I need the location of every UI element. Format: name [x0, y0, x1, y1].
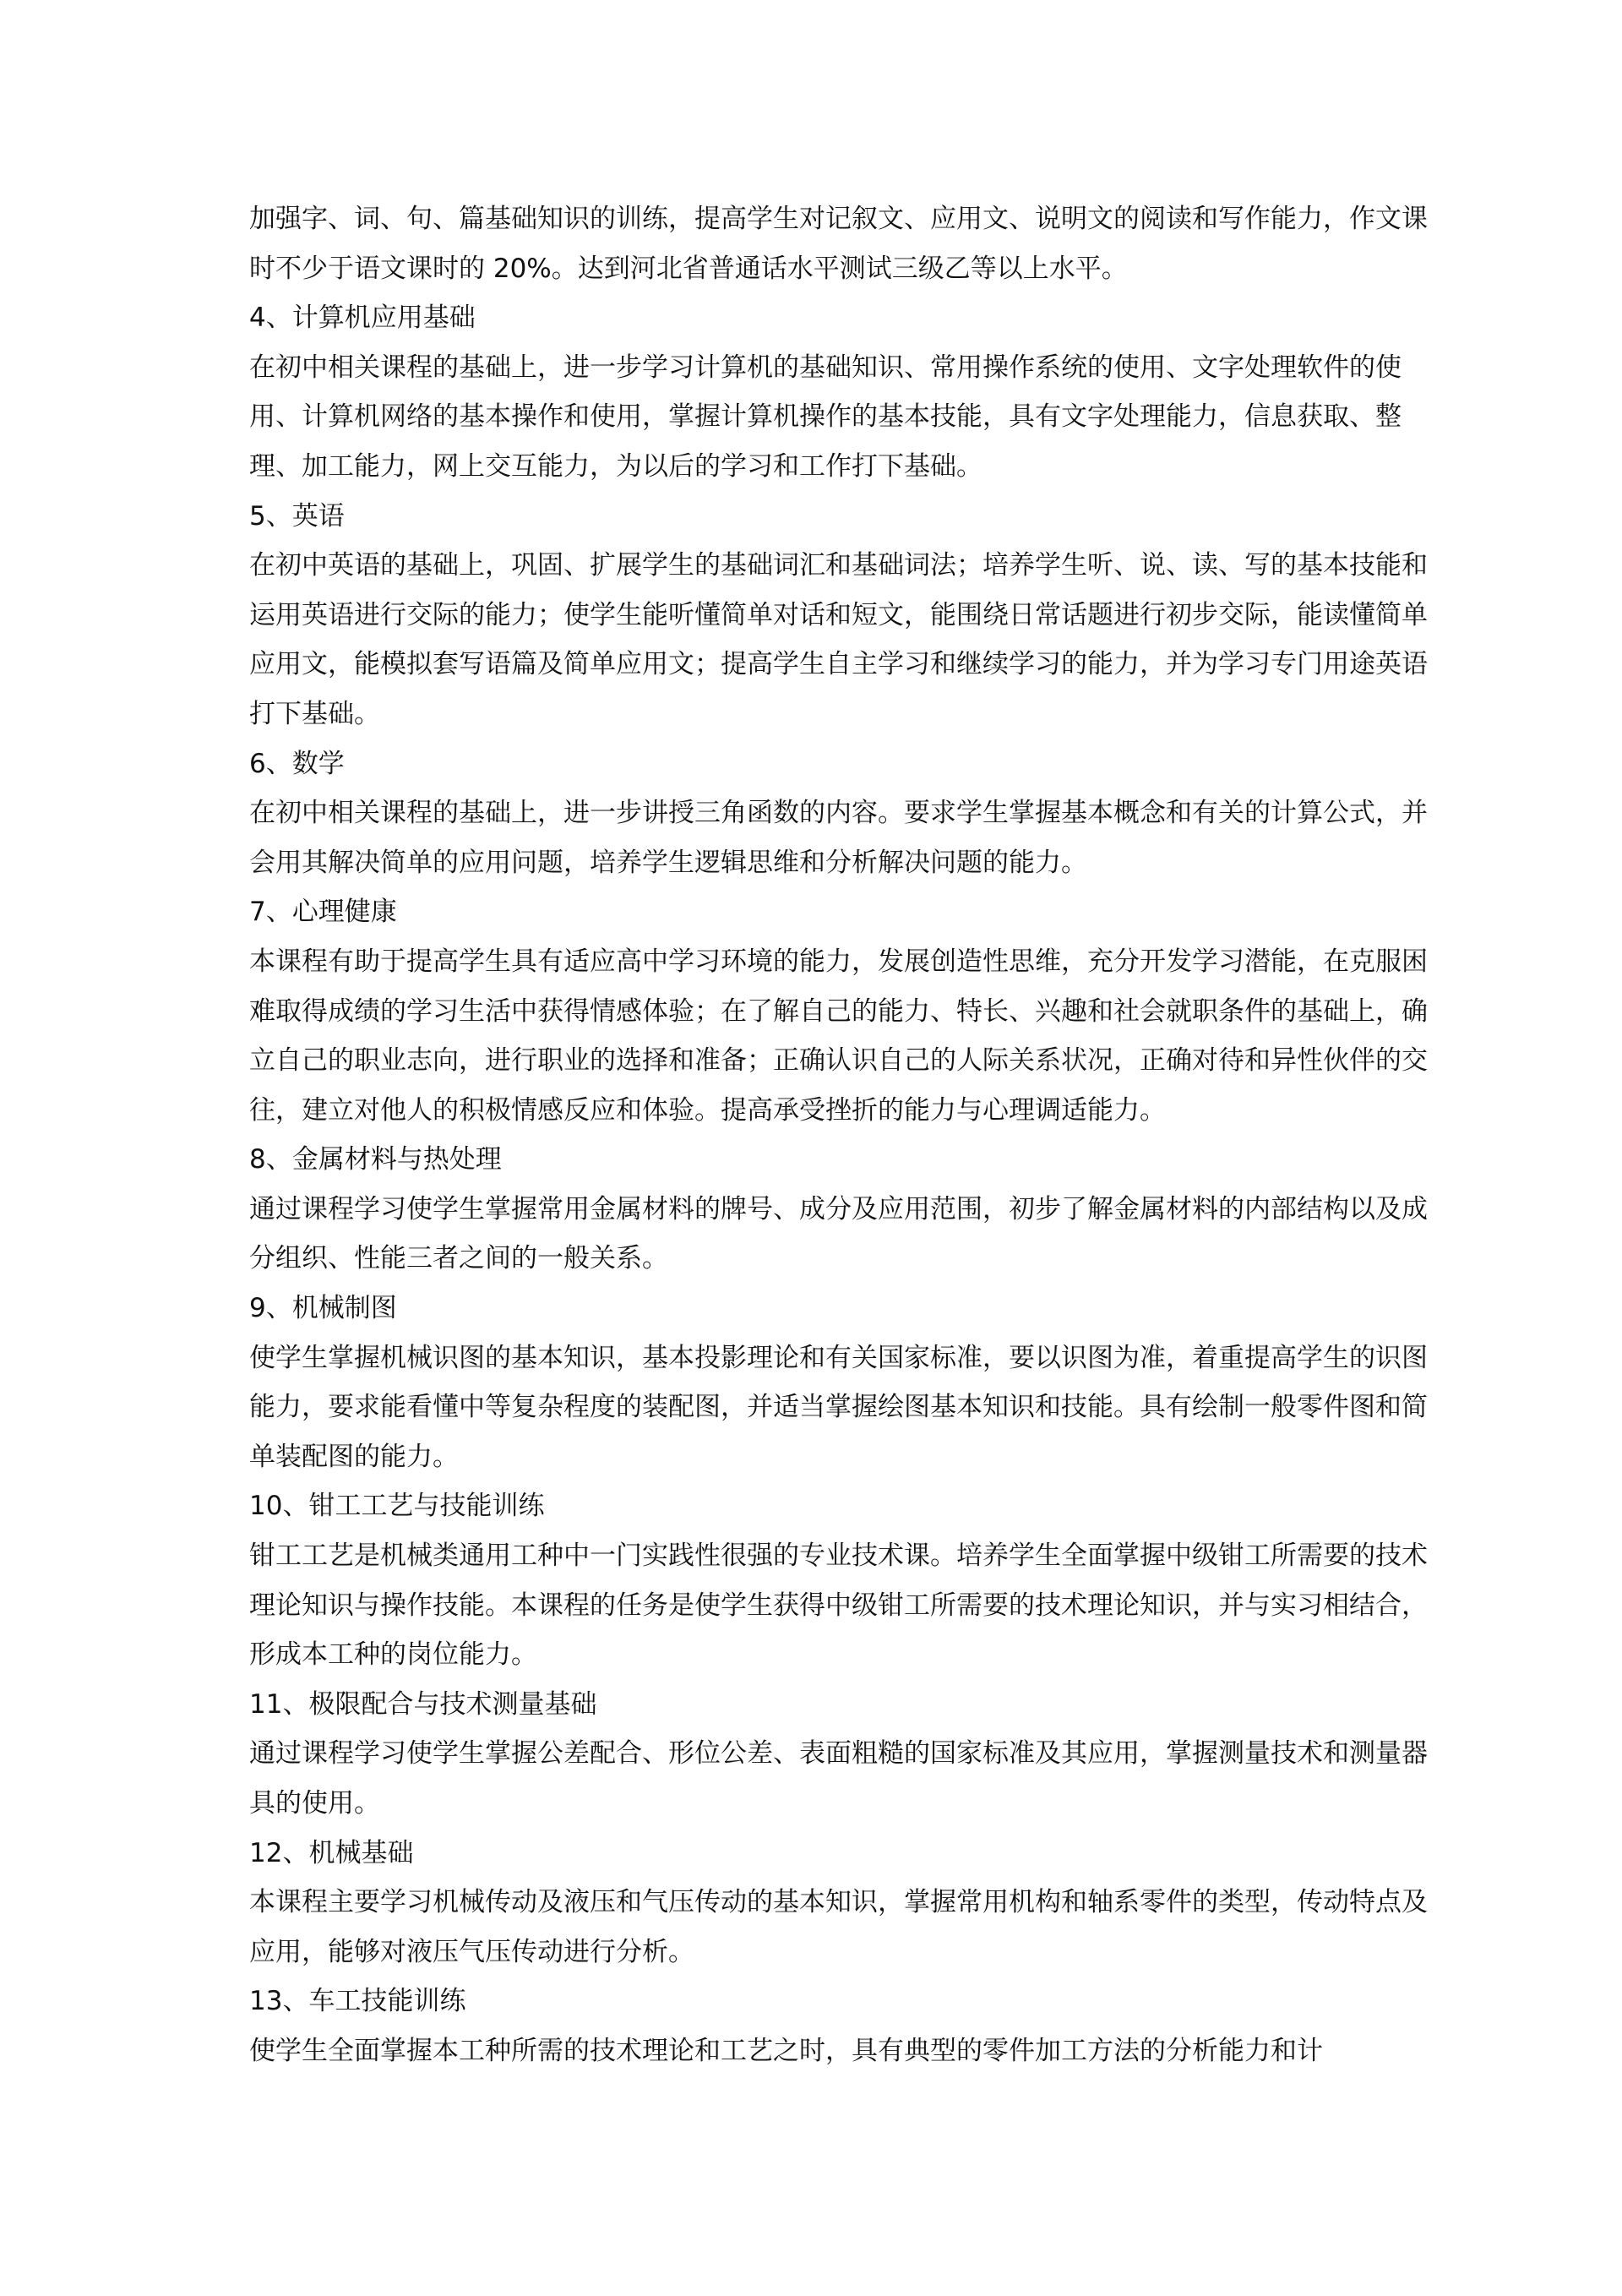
section-heading-mental-health: 7、心理健康 — [249, 897, 397, 928]
section-body-math: 在初中相关课程的基础上，进一步讲授三角函数的内容。要求学生掌握基本概念和有关的计算公式，并会用其解决简单的应用问题，培养学生逻辑思维和分析解决问题的能力。 — [249, 798, 1428, 878]
section-heading-metal-materials: 8、金属材料与热处理 — [249, 1144, 502, 1175]
section-heading-fitter: 10、钳工工艺与技能训练 — [249, 1491, 545, 1522]
section-body-metal-materials: 通过课程学习使学生掌握常用金属材料的牌号、成分及应用范围，初步了解金属材料的内部结构以及成分组织、性能三者之间的一般关系。 — [249, 1193, 1428, 1274]
section-body-lathe: 使学生全面掌握本工种所需的技术理论和工艺之时，具有典型的零件加工方法的分析能力和计 — [249, 2035, 1323, 2066]
section-heading-mechanical-basics: 12、机械基础 — [249, 1837, 414, 1868]
section-body-computer: 在初中相关课程的基础上，进一步学习计算机的基础知识、常用操作系统的使用、文字处理软件的使用、计算机网络的基本操作和使用，掌握计算机操作的基本技能，具有文字处理能力，信息获取、整理、加工能力，网上交互能力，为以后的学习和工作打下基础。 — [249, 352, 1402, 482]
section-body-mechanical-basics: 本课程主要学习机械传动及液压和气压传动的基本知识，掌握常用机构和轴系零件的类型，传动特点及应用，能够对液压气压传动进行分析。 — [249, 1887, 1428, 1967]
section-body-mechanical-drawing: 使学生掌握机械识图的基本知识，基本投影理论和有关国家标准，要以识图为准，着重提高学生的识图能力，要求能看懂中等复杂程度的装配图，并适当掌握绘图基本知识和技能。具有绘制一般零件图和简单装配图的能力。 — [249, 1342, 1428, 1472]
section-body-mental-health: 本课程有助于提高学生具有适应高中学习环境的能力，发展创造性思维，充分开发学习潜能，在克服困难取得成绩的学习生活中获得情感体验；在了解自己的能力、特长、兴趣和社会就职条件的基础上，确立自己的职业志向，进行职业的选择和准备；正确认识自己的人际关系状况，正确对待和异性伙伴的交往，建立对他人的积极情感反应和体验。提高承受挫折的能力与心理调适能力。 — [249, 946, 1428, 1126]
section-heading-math: 6、数学 — [249, 748, 345, 779]
section-heading-computer: 4、计算机应用基础 — [249, 303, 476, 334]
section-heading-tolerance: 11、极限配合与技术测量基础 — [249, 1688, 597, 1720]
section-body-tolerance: 通过课程学习使学生掌握公差配合、形位公差、表面粗糙的国家标准及其应用，掌握测量技术和测量器具的使用。 — [249, 1738, 1428, 1819]
intro-paragraph: 加强字、词、句、篇基础知识的训练，提高学生对记叙文、应用文、说明文的阅读和写作能力，作文课时不少于语文课时的 20%。达到河北省普通话水平测试三级乙等以上水平。 — [249, 204, 1428, 284]
section-heading-lathe: 13、车工技能训练 — [249, 1986, 466, 2017]
section-body-fitter: 钳工工艺是机械类通用工种中一门实践性很强的专业技术课。培养学生全面掌握中级钳工所需要的技术理论知识与操作技能。本课程的任务是使学生获得中级钳工所需要的技术理论知识，并与实习相结合，形成本工种的岗位能力。 — [249, 1541, 1428, 1671]
document-body — [249, 194, 1432, 2076]
section-body-english: 在初中英语的基础上，巩固、扩展学生的基础词汇和基础词法；培养学生听、说、读、写的基本技能和运用英语进行交际的能力；使学生能听懂简单对话和短文，能围绕日常话题进行初步交际，能读懂简单应用文，能模拟套写语篇及简单应用文；提高学生自主学习和继续学习的能力，并为学习专门用途英语打下基础。 — [249, 550, 1428, 729]
section-heading-mechanical-drawing: 9、机械制图 — [249, 1293, 397, 1324]
section-heading-english: 5、英语 — [249, 500, 345, 532]
